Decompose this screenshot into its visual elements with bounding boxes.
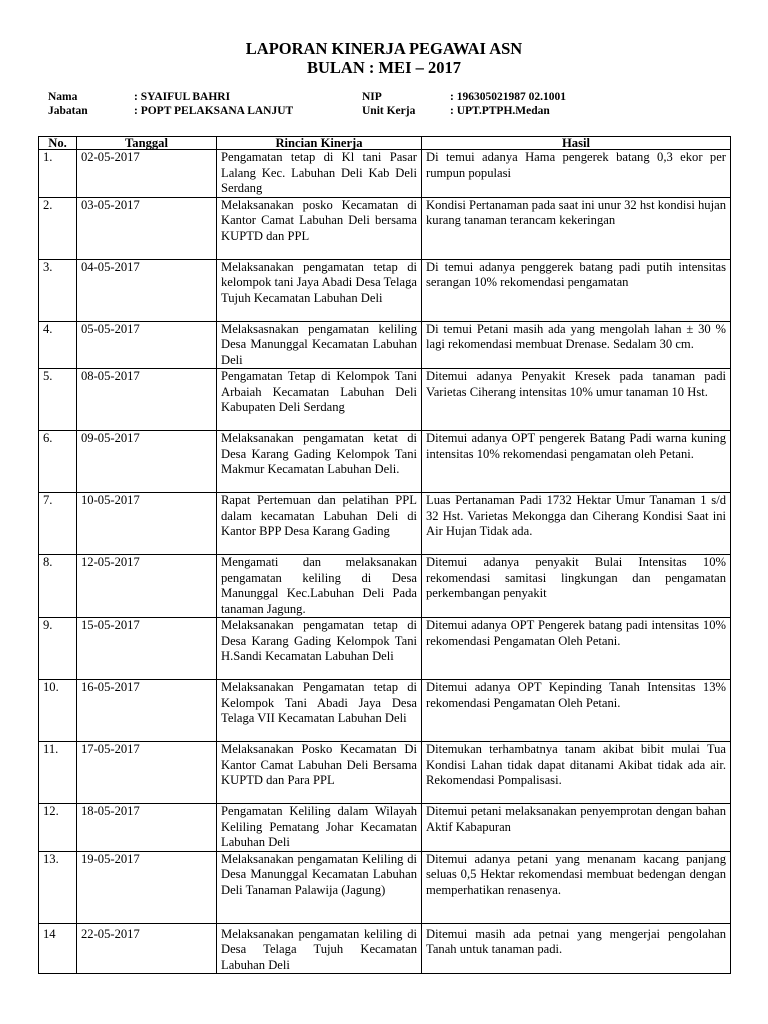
row-no: 1. — [39, 150, 77, 198]
row-no: 7. — [39, 493, 77, 555]
row-tanggal: 12-05-2017 — [77, 555, 217, 618]
row-rincian: Melaksanakan posko Kecamatan di Kantor Camat Labuhan Deli bersama KUPTD dan PPL — [217, 197, 422, 259]
nip-label: NIP — [362, 91, 382, 103]
info-row-nama — [48, 90, 748, 104]
row-tanggal: 08-05-2017 — [77, 369, 217, 431]
row-hasil: Ditemui petani melaksanakan penyemprotan dengan bahan Aktif Kabapuran — [422, 804, 731, 852]
row-rincian: Mengamati dan melaksanakan pengamatan keliling di Desa Manunggal Kec.Labuhan Deli Pada tanaman Jagung. — [217, 555, 422, 618]
table-row — [39, 369, 731, 431]
row-hasil: Di temui adanya Hama pengerek batang 0,3 ekor per rumpun populasi — [422, 150, 731, 198]
row-tanggal: 17-05-2017 — [77, 742, 217, 804]
nama-value: : SYAIFUL BAHRI — [134, 91, 231, 103]
row-hasil: Luas Pertanaman Padi 1732 Hektar Umur Tanaman 1 s/d 32 Hst. Varietas Mekongga dan Ciherang Kondisi Saat ini Air Hujan Tidak ada. — [422, 493, 731, 555]
nama-label: Nama — [48, 91, 78, 103]
header-tanggal: Tanggal — [77, 137, 217, 150]
row-hasil: Ditemui adanya OPT Kepinding Tanah Intensitas 13% rekomendasi Pengamatan Oleh Petani. — [422, 680, 731, 742]
table-header-row — [39, 137, 731, 150]
row-hasil: Ditemui adanya Penyakit Kresek pada tanaman padi Varietas Ciherang intensitas 10% umur tanaman 10 Hst. — [422, 369, 731, 431]
unit-kerja-label: Unit Kerja — [362, 105, 416, 117]
jabatan-label: Jabatan — [48, 105, 88, 117]
row-no: 11. — [39, 742, 77, 804]
row-tanggal: 05-05-2017 — [77, 321, 217, 369]
row-no: 5. — [39, 369, 77, 431]
row-rincian: Pengamatan tetap di Kl tani Pasar Lalang Kec. Labuhan Deli Kab Deli Serdang — [217, 150, 422, 198]
unit-kerja-value: : UPT.PTPH.Medan — [450, 105, 550, 117]
row-hasil: Ditemui adanya OPT Pengerek batang padi intensitas 10% rekomendasi Pengamatan Oleh Petani. — [422, 618, 731, 680]
table-row — [39, 555, 731, 618]
table-row — [39, 493, 731, 555]
row-tanggal: 09-05-2017 — [77, 431, 217, 493]
row-no: 6. — [39, 431, 77, 493]
table-row — [39, 804, 731, 852]
jabatan-value: : POPT PELAKSANA LANJUT — [134, 105, 294, 117]
table-row — [39, 150, 731, 198]
employee-info — [48, 90, 748, 118]
row-no: 8. — [39, 555, 77, 618]
row-tanggal: 16-05-2017 — [77, 680, 217, 742]
kinerja-table — [38, 136, 731, 974]
table-row — [39, 923, 731, 974]
row-hasil: Ditemui adanya OPT pengerek Batang Padi warna kuning intensitas 10% rekomendasi pengamatan oleh Petani. — [422, 431, 731, 493]
table-row — [39, 618, 731, 680]
row-no: 3. — [39, 259, 77, 321]
row-tanggal: 19-05-2017 — [77, 851, 217, 923]
report-month: BULAN : MEI – 2017 — [306, 58, 461, 77]
table-row — [39, 851, 731, 923]
row-tanggal: 15-05-2017 — [77, 618, 217, 680]
table-row — [39, 259, 731, 321]
table-row — [39, 321, 731, 369]
row-no: 9. — [39, 618, 77, 680]
row-hasil: Ditemukan terhambatnya tanam akibat bibit mulai Tua Kondisi Lahan tidak dapat ditanami Akibat tidak ada air. Rekomendasi Pompalisasi. — [422, 742, 731, 804]
header-rincian: Rincian Kinerja — [217, 137, 422, 150]
row-hasil: Ditemui masih ada petnai yang mengerjai pengolahan Tanah untuk tanaman padi. — [422, 923, 731, 974]
row-tanggal: 10-05-2017 — [77, 493, 217, 555]
row-tanggal: 03-05-2017 — [77, 197, 217, 259]
header-hasil: Hasil — [422, 137, 731, 150]
row-no: 14 — [39, 923, 77, 974]
row-rincian: Melaksanakan pengamatan keliling di Desa Telaga Tujuh Kecamatan Labuhan Deli — [217, 923, 422, 974]
row-rincian: Melaksasnakan pengamatan keliling Desa Manunggal Kecamatan Labuhan Deli — [217, 321, 422, 369]
row-rincian: Rapat Pertemuan dan pelatihan PPL dalam kecamatan Labuhan Deli di Kantor BPP Desa Karang Gading — [217, 493, 422, 555]
row-hasil: Di temui Petani masih ada yang mengolah lahan ± 30 % lagi rekomendasi membuat Drenase. Sedalam 30 cm. — [422, 321, 731, 369]
row-tanggal: 02-05-2017 — [77, 150, 217, 198]
row-rincian: Melaksanakan pengamatan tetap di Desa Karang Gading Kelompok Tani H.Sandi Kecamatan Labuhan Deli — [217, 618, 422, 680]
row-no: 13. — [39, 851, 77, 923]
row-hasil: Ditemui adanya penyakit Bulai Intensitas 10% rekomendasi samitasi lingkungan dan pengamatan perkembangan penyakit — [422, 555, 731, 618]
row-rincian: Pengamatan Keliling dalam Wilayah Keliling Pematang Johar Kecamatan Labuhan Deli — [217, 804, 422, 852]
row-rincian: Melaksanakan pengamatan tetap di kelompok tani Jaya Abadi Desa Telaga Tujuh Kecamatan Labuhan Deli — [217, 259, 422, 321]
report-title: LAPORAN KINERJA PEGAWAI ASN — [245, 39, 523, 58]
row-hasil: Ditemui adanya petani yang menanam kacang panjang seluas 0,5 Hektar rekomendasi membuat bedengan dengan memperhatikan renasenya. — [422, 851, 731, 923]
row-hasil: Kondisi Pertanaman pada saat ini unur 32 hst kondisi hujan kurang tanaman terancam kekeringan — [422, 197, 731, 259]
row-rincian: Pengamatan Tetap di Kelompok Tani Arbaiah Kecamatan Labuhan Deli Kabupaten Deli Serdang — [217, 369, 422, 431]
nip-value: : 196305021987 02.1001 — [450, 91, 566, 103]
row-rincian: Melaksanakan pengamatan Keliling di Desa Manunggal Kecamatan Labuhan Deli Tanaman Palawija (Jagung) — [217, 851, 422, 923]
row-hasil: Di temui adanya penggerek batang padi putih intensitas serangan 10% rekomendasi pengamatan — [422, 259, 731, 321]
row-no: 12. — [39, 804, 77, 852]
info-row-jabatan — [48, 104, 748, 118]
row-rincian: Melaksanakan Pengamatan tetap di Kelompok Tani Abadi Jaya Desa Telaga VII Kecamatan Labuhan Deli — [217, 680, 422, 742]
row-rincian: Melaksanakan pengamatan ketat di Desa Karang Gading Kelompok Tani Makmur Kecamatan Labuhan Deli. — [217, 431, 422, 493]
row-tanggal: 04-05-2017 — [77, 259, 217, 321]
row-no: 2. — [39, 197, 77, 259]
table-row — [39, 680, 731, 742]
table-row — [39, 431, 731, 493]
row-tanggal: 18-05-2017 — [77, 804, 217, 852]
header-no: No. — [39, 137, 77, 150]
row-tanggal: 22-05-2017 — [77, 923, 217, 974]
row-no: 10. — [39, 680, 77, 742]
row-no: 4. — [39, 321, 77, 369]
table-row — [39, 742, 731, 804]
table-row — [39, 197, 731, 259]
row-rincian: Melaksanakan Posko Kecamatan Di Kantor Camat Labuhan Deli Bersama KUPTD dan Para PPL — [217, 742, 422, 804]
